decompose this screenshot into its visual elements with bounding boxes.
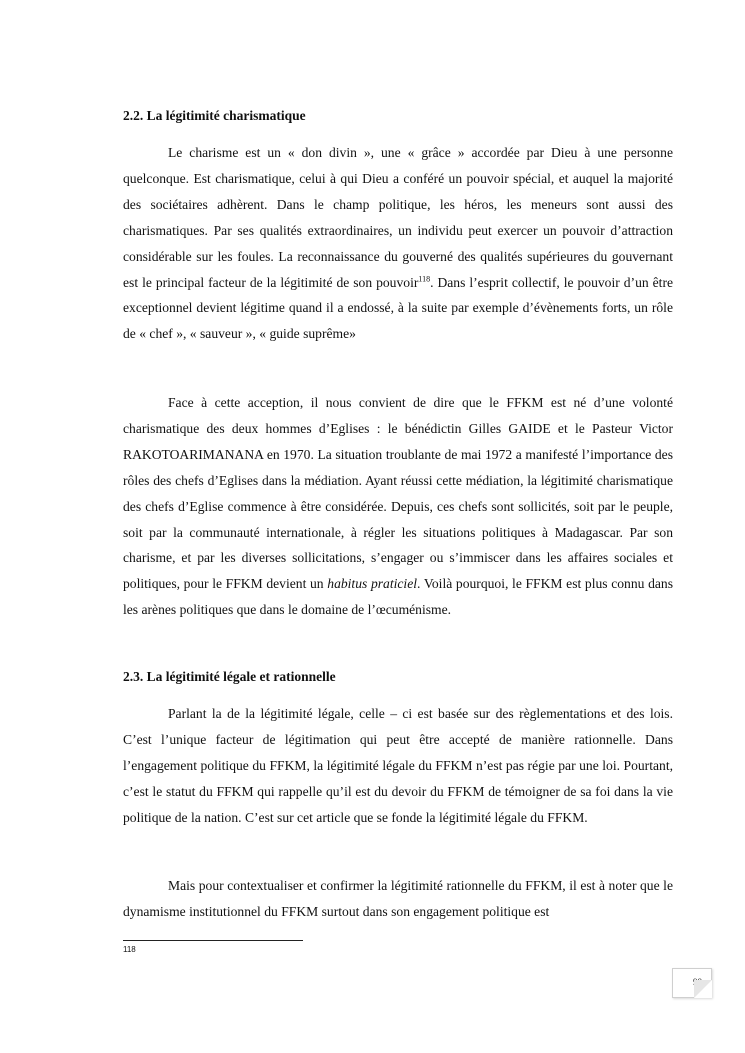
paragraph-text: . Dans l’esprit collectif, le pouvoir d’un être exceptionnel devient légitime quand il a endossé, à la suite par exemple d’évènements forts, un rôle de « chef », « sauveur », « guide suprême»: [123, 274, 674, 342]
footnote-number: 118: [123, 945, 136, 954]
page-curl-icon: [694, 980, 712, 998]
paragraph-contextualiser: Mais pour contextualiser et confirmer la légitimité rationnelle du FFKM, il est à noter que le dynamisme institutionnel du FFKM surtout dans son engagement politique est: [123, 878, 673, 919]
paragraph-legitimite-legale: Parlant la de la légitimité légale, celle – ci est basée sur des règlementations et des lois. C’est l’unique facteur de légitimation qui peut être accepté de manière rationnelle. Dans l’engagement politique du FFKM, la légitimité légale du FFKM n’est pas régie par une loi. Pourtant, c’est le statut du FFKM qui rappelle qu’il est du devoir du FFKM de témoigner de sa foi dans la vie politique de la nation. C’est sur cet article que se fonde la légitimité légale du FFKM.: [123, 706, 673, 825]
paragraph-charisme: [123, 140, 673, 347]
paragraph-text: Le charisme est un « don divin », une « grâce » accordée par Dieu à une personne quelconque. Est charismatique, celui à qui Dieu a conféré un pouvoir spécial, et auquel la majorité des sociétaires adhèrent. Dans le champ politique, les héros, les meneurs sont aussi des charismatiques. Par ses qualités extraordinaires, un individu peut exercer un pouvoir d’attraction considérable sur les foules. La reconnaissance du gouverné des qualités supérieures du gouvernant est le principal facteur de la légitimité de son pouvoir: [123, 145, 673, 290]
page-number: 98: [693, 977, 702, 987]
footnote-reference[interactable]: 118: [418, 274, 431, 283]
page-number-box: [672, 968, 712, 998]
section-heading-2-2: 2.2. La légitimité charismatique: [123, 108, 306, 123]
paragraph-ffkm-charismatique: [123, 390, 673, 623]
italic-term: habitus praticiel: [327, 576, 418, 592]
section-heading-2-3: 2.3. La légitimité légale et rationnelle: [123, 669, 336, 684]
footnote-separator: [123, 940, 303, 941]
paragraph-text: Face à cette acception, il nous convient de dire que le FFKM est né d’une volonté charismatique des deux hommes d’Eglises : le bénédictin Gilles GAIDE et le Pasteur Victor RAKOTOARIMANANA en 1970. La situation troublante de mai 1972 a manifesté l’importance des rôles des chefs d’Eglises dans la médiation. Ayant réussi cette médiation, la légitimité charismatique des chefs d’Eglise commence à être considérée. Depuis, ces chefs sont sollicités, soit par le peuple, soit par la communauté internationale, à régler les situations politiques à Madagascar. Par son charisme, et par les diverses sollicitations, s’engager ou s’immiscer dans les affaires sociales et politiques, pour le FFKM devient un: [123, 395, 673, 592]
paragraph-text: . Voilà pourquoi, le FFKM est plus connu dans les arènes politiques que dans le domaine de l’œcuménisme.: [123, 576, 674, 618]
